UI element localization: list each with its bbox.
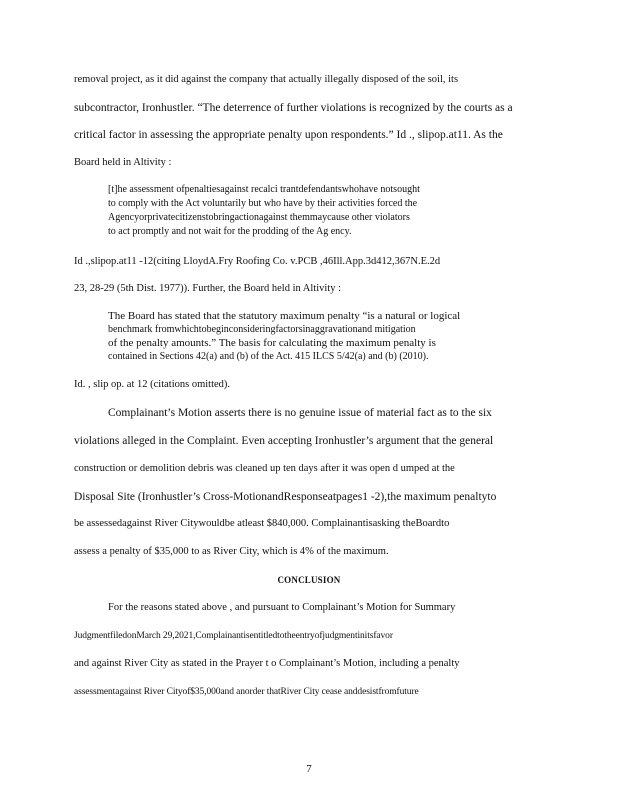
- body-line: Id. , slip op. at 12 (citations omitted).: [74, 379, 231, 390]
- section-heading: CONCLUSION: [277, 575, 341, 585]
- body-line: JudgmentfiledonMarch 29,2021,Complainantisentitledtotheentryofjudgmentinitsfavor: [74, 631, 393, 641]
- body-line: 23, 28-29 (5th Dist. 1977)). Further, the Board held in Altivity :: [74, 283, 342, 294]
- body-line: violations alleged in the Complaint. Even accepting Ironhustler’s argument that the general: [74, 435, 494, 447]
- body-line: subcontractor, Ironhustler. “The deterrence of further violations is recognized by the courts as a: [74, 102, 513, 114]
- block-quote-line: [t]he assessment ofpenaltiesagainst recalci trantdefendantswhohave notsought: [108, 184, 420, 195]
- block-quote-line: benchmark fromwhichtobeginconsideringfactorsinaggravationand mitigation: [108, 324, 416, 335]
- body-line: Complainant’s Motion asserts there is no genuine issue of material fact as to the six: [108, 407, 492, 419]
- block-quote-line: of the penalty amounts.” The basis for calculating the maximum penalty is: [108, 337, 436, 349]
- body-line: For the reasons stated above , and pursuant to Complainant’s Motion for Summary: [108, 602, 456, 613]
- body-line: assess a penalty of $35,000 to as River City, which is 4% of the maximum.: [74, 546, 389, 557]
- body-line: Disposal Site (Ironhustler’s Cross-MotionandResponseatpages1 -2),the maximum penaltyto: [74, 491, 497, 503]
- block-quote-line: to comply with the Act voluntarily but who have by their activities forced the: [108, 198, 418, 209]
- body-line: critical factor in assessing the appropriate penalty upon respondents.” Id ., slipop.at11. As the: [74, 129, 503, 141]
- body-line: and against River City as stated in the Prayer t o Complainant’s Motion, including a penalty: [74, 658, 460, 669]
- body-line: Id .,slipop.at11 -12(citing LloydA.Fry Roofing Co. v.PCB ,46Ill.App.3d412,367N.E.2d: [74, 256, 441, 267]
- block-quote-line: Agencyorprivatecitizenstobringactionagainst themmaycause other violators: [108, 212, 410, 223]
- block-quote-line: The Board has stated that the statutory maximum penalty “is a natural or logical: [108, 310, 461, 322]
- block-quote-line: contained in Sections 42(a) and (b) of the Act. 415 ILCS 5/42(a) and (b) (2010).: [108, 351, 429, 362]
- body-line: be assessedagainst River Citywouldbe atleast $840,000. Complainantisasking theBoardto: [74, 518, 450, 529]
- block-quote-line: to act promptly and not wait for the prodding of the Ag ency.: [108, 226, 352, 237]
- body-line: Board held in Altivity :: [74, 157, 172, 168]
- body-line: removal project, as it did against the company that actually illegally disposed of the soil, its: [74, 74, 459, 85]
- page-number: 7: [306, 763, 312, 775]
- body-line: assessmentagainst River Cityof$35,000and anorder thatRiver City cease anddesistfromfuture: [74, 687, 419, 697]
- body-line: construction or demolition debris was cleaned up ten days after it was open d umped at the: [74, 463, 455, 474]
